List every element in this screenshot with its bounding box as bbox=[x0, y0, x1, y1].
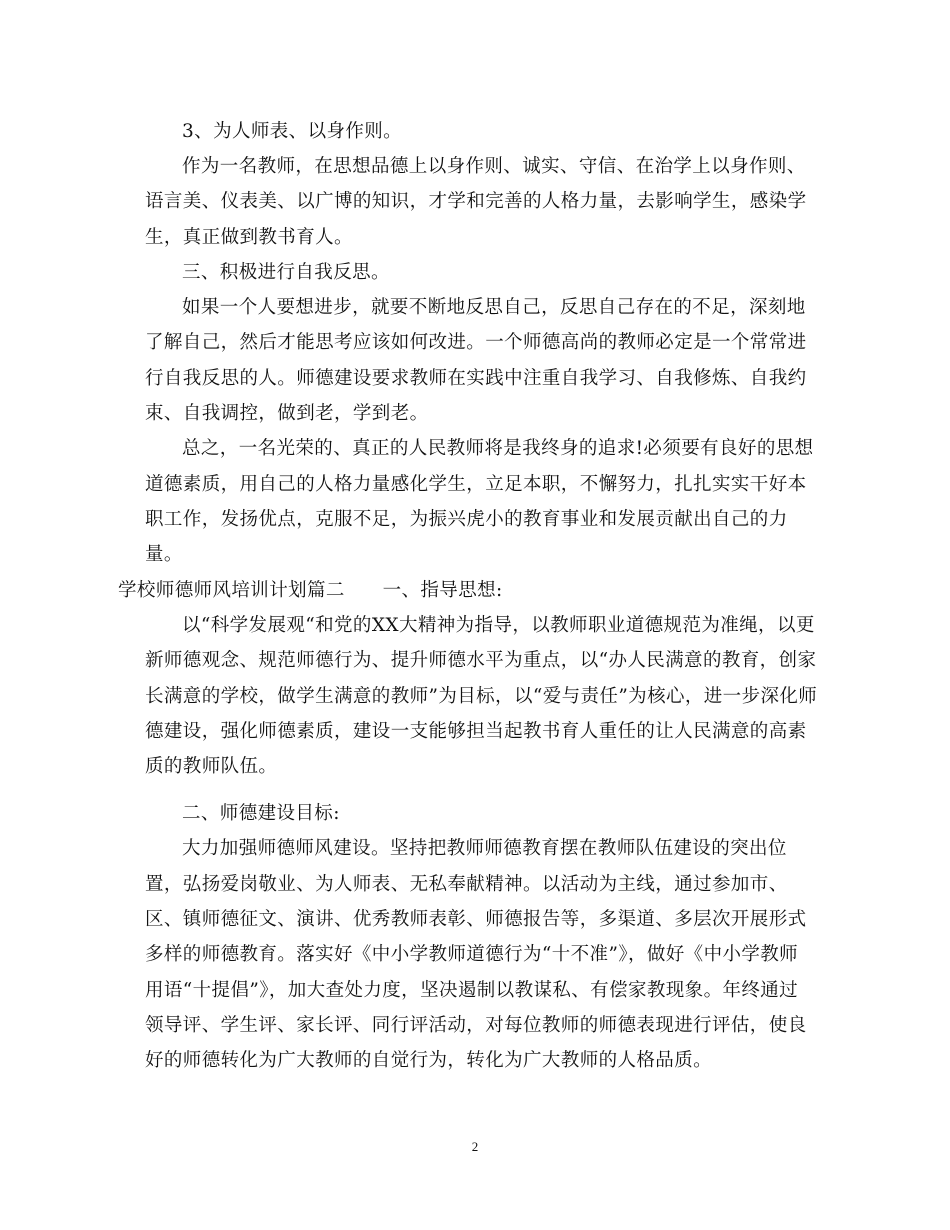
text-line: 语言美、仪表美、以广博的知识，才学和完善的人格力量，去影响学生，感染学 bbox=[145, 191, 807, 212]
text-line: 如果一个人要想进步，就要不断地反思自己，反思自己存在的不足，深刻地 bbox=[182, 297, 806, 318]
text-line: 德建设，强化师德素质，建设一支能够担当起教书育人重任的让人民满意的高素 bbox=[145, 721, 807, 742]
text-line: 新师德观念、规范师德行为、提升师德水平为重点，以“办人民满意的教育，创家 bbox=[145, 650, 817, 671]
text-line: 二、师德建设目标: bbox=[182, 803, 340, 824]
text-line: 道德素质，用自己的人格力量感化学生，立足本职，不懈努力，扎扎实实干好本 bbox=[145, 474, 807, 495]
text-line: 作为一名教师，在思想品德上以身作则、诚实、守信、在治学上以身作则、 bbox=[182, 156, 806, 177]
text-line: 职工作，发扬优点，克服不足，为振兴虎小的教育事业和发展贡献出自己的力 bbox=[145, 509, 788, 530]
text-line: 生，真正做到教书育人。 bbox=[145, 227, 353, 248]
text-line: 领导评、学生评、家长评、同行评活动，对每位教师的师德表现进行评估，使良 bbox=[145, 1015, 807, 1036]
text-line: 量。 bbox=[145, 544, 183, 565]
text-line: 束、自我调控，做到老，学到老。 bbox=[145, 403, 429, 424]
text-line: 大力加强师德师风建设。坚持把教师师德教育摆在教师队伍建设的突出位 bbox=[182, 838, 787, 859]
text-line: 好的师德转化为广大教师的自觉行为，转化为广大教师的人格品质。 bbox=[145, 1050, 713, 1071]
text-line: 以“科学发展观“和党的XX大精神为指导，以教师职业道德规范为准绳，以更 bbox=[182, 615, 815, 636]
text-line: 行自我反思的人。师德建设要求教师在实践中注重自我学习、自我修炼、自我约 bbox=[145, 368, 807, 389]
text-line: 多样的师德教育。落实好《中小学教师道德行为“十不准”》，做好《中小学教师 bbox=[145, 944, 799, 965]
text-line: 用语“十提倡”》，加大查处力度，坚决遏制以教谋私、有偿家教现象。年终通过 bbox=[145, 980, 799, 1001]
text-line: 质的教师队伍。 bbox=[145, 756, 278, 777]
text-line: 区、镇师德征文、演讲、优秀教师表彰、师德报告等，多渠道、多层次开展形式 bbox=[145, 909, 807, 930]
text-line: 长满意的学校，做学生满意的教师”为目标，以“爱与责任”为核心，进一步深化师 bbox=[145, 686, 818, 707]
text-line: 总之，一名光荣的、真正的人民教师将是我终身的追求!必须要有良好的思想 bbox=[182, 438, 814, 459]
text-line: 置，弘扬爱岗敬业、为人师表、无私奉献精神。以活动为主线，通过参加市、 bbox=[145, 874, 788, 895]
text-line: 3、为人师表、以身作则。 bbox=[182, 121, 403, 142]
text-line: 了解自己，然后才能思考应该如何改进。一个师德高尚的教师必定是一个常常进 bbox=[145, 332, 807, 353]
section-heading: 学校师德师风培训计划篇二 一、指导思想: bbox=[118, 580, 503, 601]
text-line: 三、积极进行自我反思。 bbox=[182, 262, 390, 283]
page-number: 2 bbox=[471, 1139, 479, 1154]
